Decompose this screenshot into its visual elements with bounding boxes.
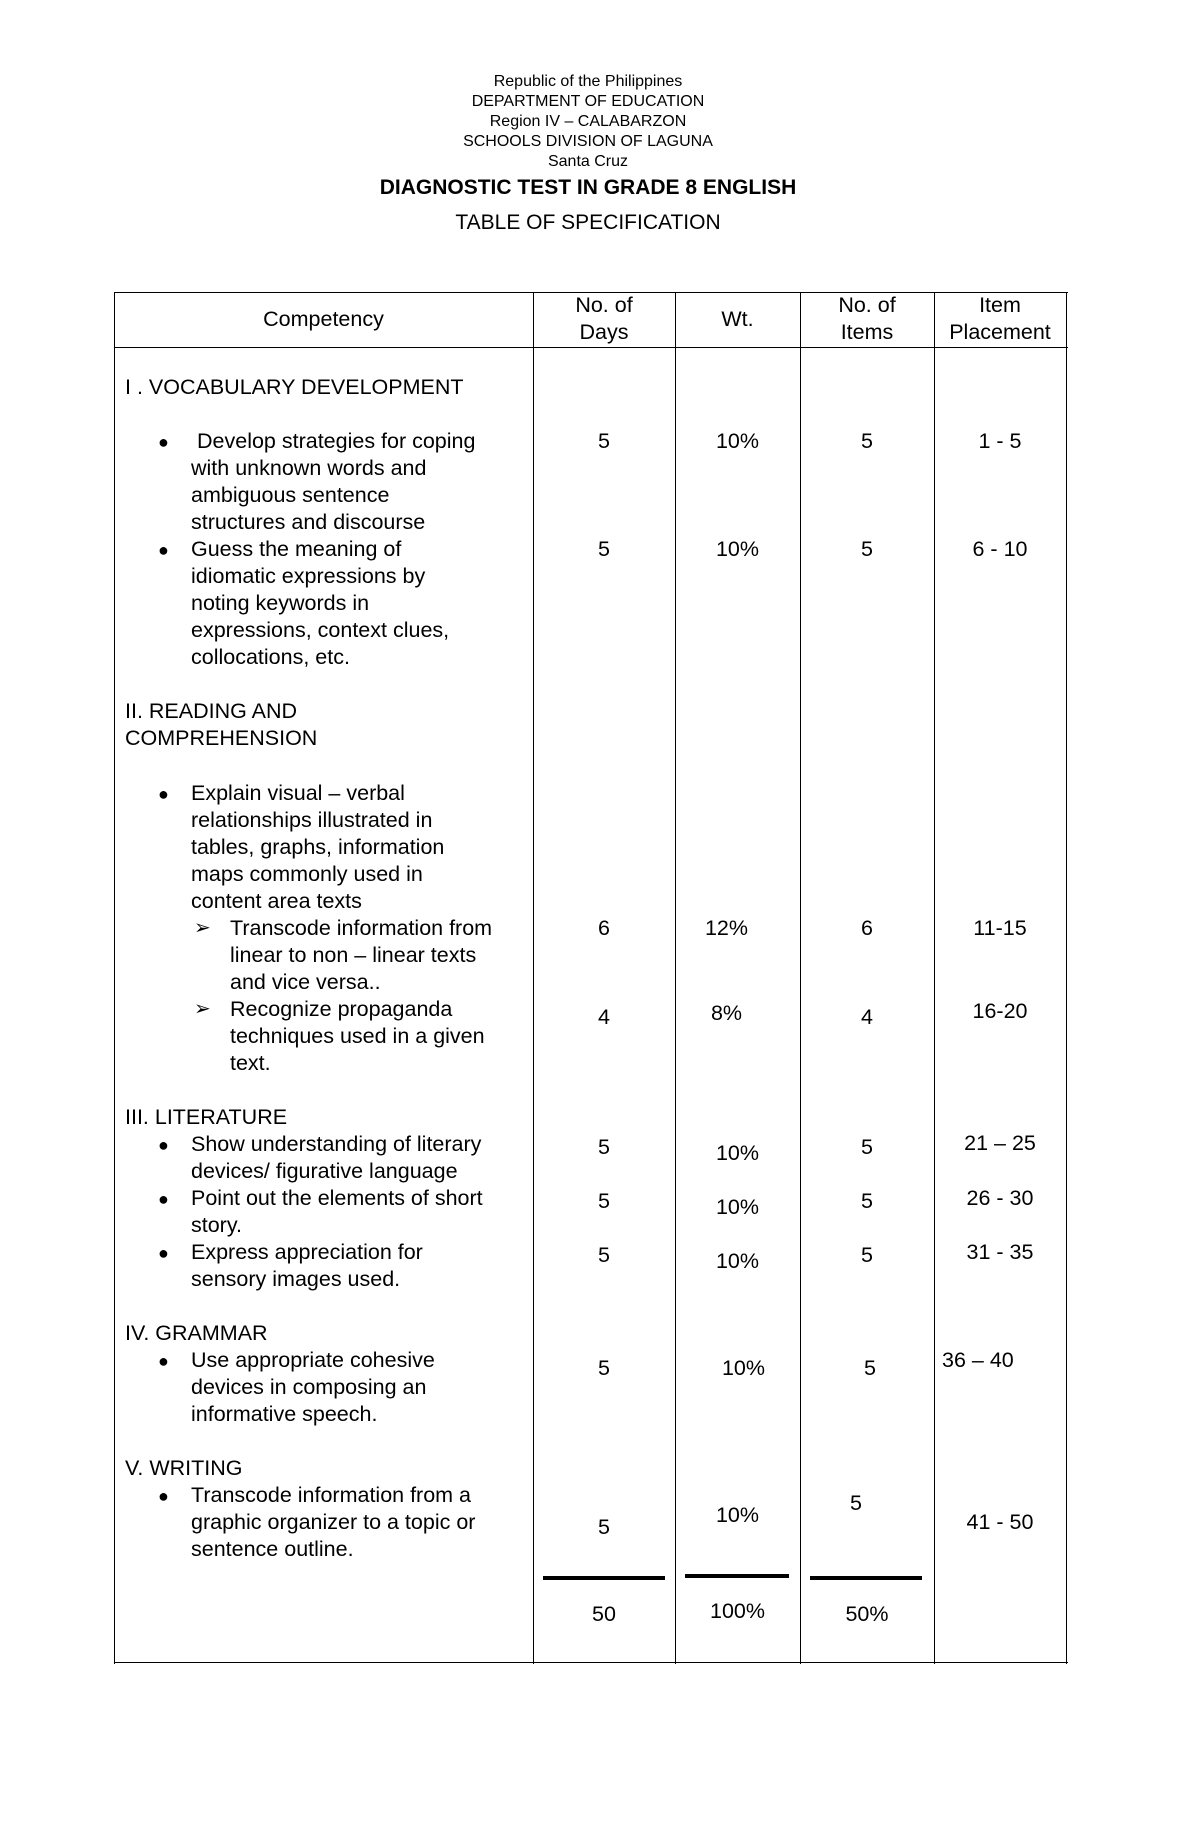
items-value: 5 [861,1243,873,1267]
days-value: 5 [598,1135,610,1159]
competency-line: sensory images used. [191,1267,401,1291]
header-row-divider [114,347,1068,348]
competency-line: Express appreciation for [191,1240,423,1264]
competency-line: Transcode information from a [191,1483,472,1507]
competency-line: Point out the elements of short [191,1186,483,1210]
competency-line: and vice versa.. [230,970,381,994]
competency-line: idiomatic expressions by [191,564,426,588]
placement-value: 41 - 50 [966,1510,1034,1534]
days-total-rule [543,1576,665,1580]
items-value: 5 [861,1189,873,1213]
competency-line: structures and discourse [191,510,426,534]
weight-value: 10% [715,537,760,561]
items-value: 5 [861,1135,873,1159]
days-value: 5 [598,429,610,453]
competency-line: devices in composing an [191,1375,427,1399]
header-republic: Republic of the Philippines [493,73,683,90]
bullet-icon: ● [158,1243,169,1263]
competency-line: with unknown words and [191,456,427,480]
days-value: 5 [598,1515,610,1539]
competency-line: story. [191,1213,242,1237]
weight-value: 10% [715,429,760,453]
competency-line: Transcode information from [230,916,493,940]
bullet-icon: ● [158,432,169,452]
competency-line: Use appropriate cohesive [191,1348,435,1372]
competency-line: devices/ figurative language [191,1159,458,1183]
competency-line: Develop strategies for coping [197,429,476,453]
column-divider [675,292,676,1664]
section-heading-grammar: IV. GRAMMAR [125,1321,268,1345]
section-heading-writing: V. WRITING [125,1456,243,1480]
table-border-bottom [114,1662,1068,1663]
competency-line: ambiguous sentence [191,483,390,507]
competency-line: Guess the meaning of [191,537,402,561]
weight-value: 10% [715,1141,760,1165]
placement-value: 16-20 [972,999,1028,1023]
column-divider [533,292,534,1664]
column-header-competency: Competency [263,307,384,331]
days-total: 50 [592,1602,616,1626]
weight-value: 12% [704,916,749,940]
specification-table [114,292,1068,1664]
section-heading-reading-line2: COMPREHENSION [125,726,318,750]
items-value: 6 [861,916,873,940]
days-value: 4 [598,1005,610,1029]
weight-total-rule [685,1574,789,1578]
days-value: 5 [598,1189,610,1213]
items-value: 5 [864,1356,876,1380]
days-value: 6 [598,916,610,940]
competency-line: maps commonly used in [191,862,423,886]
competency-line: content area texts [191,889,362,913]
items-total: 50% [845,1602,889,1626]
items-value: 5 [861,537,873,561]
bullet-icon: ● [158,1486,169,1506]
weight-total: 100% [710,1599,765,1623]
column-header-items-line1: No. of [838,293,896,317]
column-header-placement-line1: Item [979,293,1021,317]
placement-value: 1 - 5 [978,429,1022,453]
competency-line: expressions, context clues, [191,618,450,642]
document-subtitle: TABLE OF SPECIFICATION [455,211,721,234]
items-total-rule [810,1576,922,1580]
items-value: 5 [850,1491,862,1515]
competency-line: sentence outline. [191,1537,354,1561]
bullet-icon: ● [158,784,169,804]
section-heading-literature: III. LITERATURE [125,1105,288,1129]
items-value: 4 [861,1005,873,1029]
competency-line: Explain visual – verbal [191,781,405,805]
weight-value: 10% [721,1356,766,1380]
section-heading-reading: II. READING AND [125,699,298,723]
placement-value: 21 – 25 [964,1131,1036,1155]
header-region: Region IV – CALABARZON [489,113,687,130]
document-title: DIAGNOSTIC TEST IN GRADE 8 ENGLISH [379,176,797,199]
bullet-icon: ● [158,540,169,560]
days-value: 5 [598,1243,610,1267]
column-header-items-line2: Items [840,320,894,344]
placement-value: 26 - 30 [966,1186,1034,1210]
weight-value: 10% [715,1503,760,1527]
competency-line: Recognize propaganda [230,997,453,1021]
competency-line: noting keywords in [191,591,370,615]
table-border-right [1066,292,1067,1664]
competency-line: techniques used in a given [230,1024,485,1048]
competency-line: relationships illustrated in [191,808,433,832]
column-header-days-line2: Days [579,320,629,344]
header-department: DEPARTMENT OF EDUCATION [471,93,705,110]
column-header-placement-line2: Placement [949,320,1051,344]
competency-line: graphic organizer to a topic or [191,1510,476,1534]
bullet-icon: ● [158,1351,169,1371]
days-value: 5 [598,537,610,561]
arrow-bullet-icon: ➢ [194,917,211,939]
placement-value: 31 - 35 [966,1240,1034,1264]
arrow-bullet-icon: ➢ [194,998,211,1020]
column-header-days-line1: No. of [575,293,633,317]
competency-line: text. [230,1051,271,1075]
competency-line: Show understanding of literary [191,1132,482,1156]
weight-value: 10% [715,1249,760,1273]
placement-value: 36 – 40 [942,1348,1014,1372]
column-divider [934,292,935,1664]
bullet-icon: ● [158,1135,169,1155]
column-divider [800,292,801,1664]
section-heading-vocabulary: I . VOCABULARY DEVELOPMENT [125,375,464,399]
items-value: 5 [861,429,873,453]
competency-line: collocations, etc. [191,645,350,669]
placement-value: 11-15 [973,916,1027,940]
competency-line: informative speech. [191,1402,378,1426]
competency-line: tables, graphs, information [191,835,445,859]
header-division: SCHOOLS DIVISION OF LAGUNA [463,133,713,150]
bullet-icon: ● [158,1189,169,1209]
column-header-weight: Wt. [721,307,754,331]
competency-line: linear to non – linear texts [230,943,477,967]
weight-value: 10% [715,1195,760,1219]
header-city: Santa Cruz [547,153,629,170]
weight-value: 8% [710,1001,743,1025]
table-border-left [114,292,115,1664]
placement-value: 6 - 10 [972,537,1028,561]
days-value: 5 [598,1356,610,1380]
